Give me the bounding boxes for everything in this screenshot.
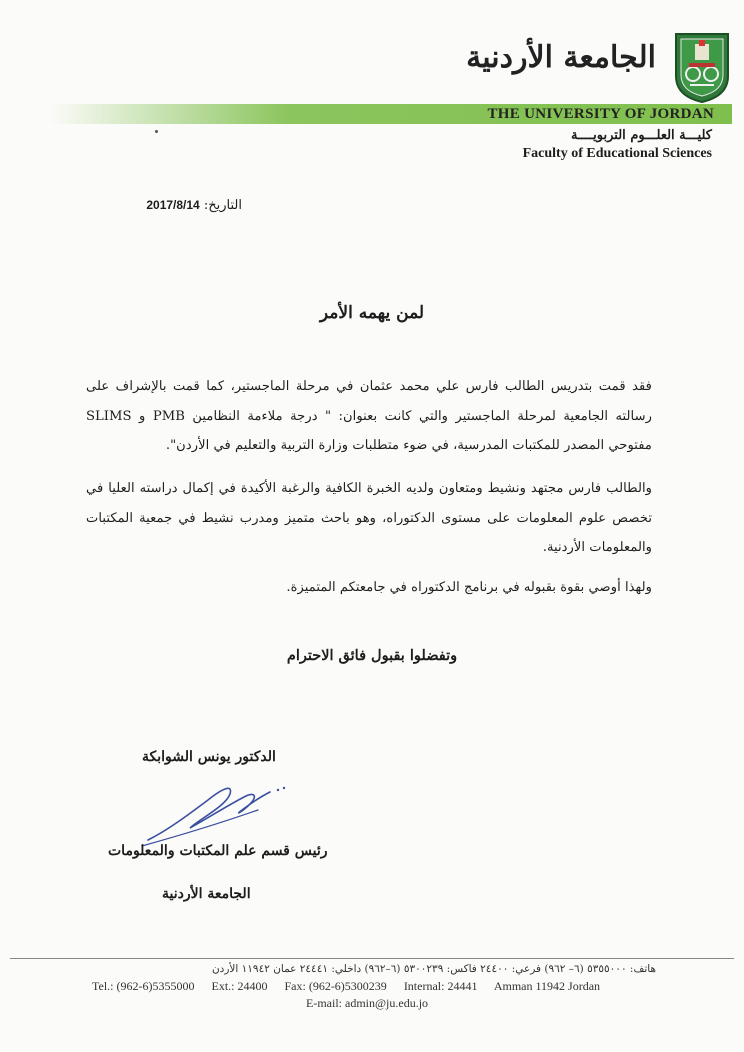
footer-internal: Internal: 24441 bbox=[403, 979, 478, 993]
paragraph-1: فقد قمت بتدريس الطالب فارس علي محمد عثمان في مرحلة الماجستير، كما قمت بالإشراف على رسالته الجامعية لمرحلة الماجستير والتي كانت بعنوان: " درجة ملاءمة النظامين PMB و SLIMS مفتوحي المصدر للمكتبات المدرسية، في ضوء متطلبات وزارة التربية والتعليم في الأردن". bbox=[86, 379, 652, 453]
signatory-name: الدكتور يونس الشوابكة bbox=[142, 749, 276, 765]
footer-fax: Fax: (962-6)5300239 bbox=[284, 979, 387, 993]
footer-email: E-mail: admin@ju.edu.jo bbox=[306, 996, 429, 1010]
footer-tel: Tel.: (962-6)5355000 bbox=[92, 979, 195, 993]
date-value: 2017/8/14 bbox=[146, 198, 200, 212]
faculty-name-en: Faculty of Educational Sciences bbox=[522, 146, 712, 161]
paragraph-2: والطالب فارس مجتهد ونشيط ومتعاون ولديه الخبرة الكافية والرغبة الأكيدة في إكمال دراسته العليا في تخصص علوم المعلومات على مستوى الدكتوراه، وهو باحث متميز ومدرب نشيط في جمعية المكتبات والمعلومات الأردنية. bbox=[86, 481, 652, 555]
footer-divider bbox=[10, 958, 734, 959]
stray-mark bbox=[155, 130, 158, 133]
signatory-organization: الجامعة الأردنية bbox=[162, 886, 251, 902]
university-arabic-logo bbox=[466, 40, 656, 96]
university-name-en: THE UNIVERSITY OF JORDAN bbox=[487, 106, 714, 122]
signatory-title: رئيس قسم علم المكتبات والمعلومات bbox=[108, 843, 328, 859]
university-name-ar: الجامعة الأردنية bbox=[466, 40, 656, 75]
footer-ext: Ext.: 24400 bbox=[211, 979, 268, 993]
closing-line: وتفضلوا بقبول فائق الاحترام bbox=[286, 647, 458, 664]
letter-heading: لمن يهمه الأمر bbox=[319, 303, 425, 323]
footer-address: Amman 11942 Jordan bbox=[493, 979, 601, 993]
date-label: التاريخ: bbox=[203, 198, 242, 213]
faculty-name-ar: كليـــة العلـــوم التربويــــة bbox=[570, 128, 712, 143]
footer-contact-ar: هاتف: ٥٣٥٥٠٠٠ (٦– ٩٦٢) فرعي: ٢٤٤٠٠ فاكس: ٥٣٠٠٢٣٩ (٦–٩٦٢) داخلي: ٢٤٤٤١ عمان ١١٩٤٢ الأردن bbox=[211, 963, 656, 975]
paragraph-3: ولهذا أوصي بقوة بقبوله في برنامج الدكتوراه في جامعتكم المتميزة. bbox=[286, 580, 652, 595]
university-seal-icon bbox=[672, 30, 732, 104]
footer-contact-en bbox=[92, 979, 614, 994]
date-line bbox=[146, 198, 242, 213]
handwritten-signature bbox=[138, 770, 298, 850]
